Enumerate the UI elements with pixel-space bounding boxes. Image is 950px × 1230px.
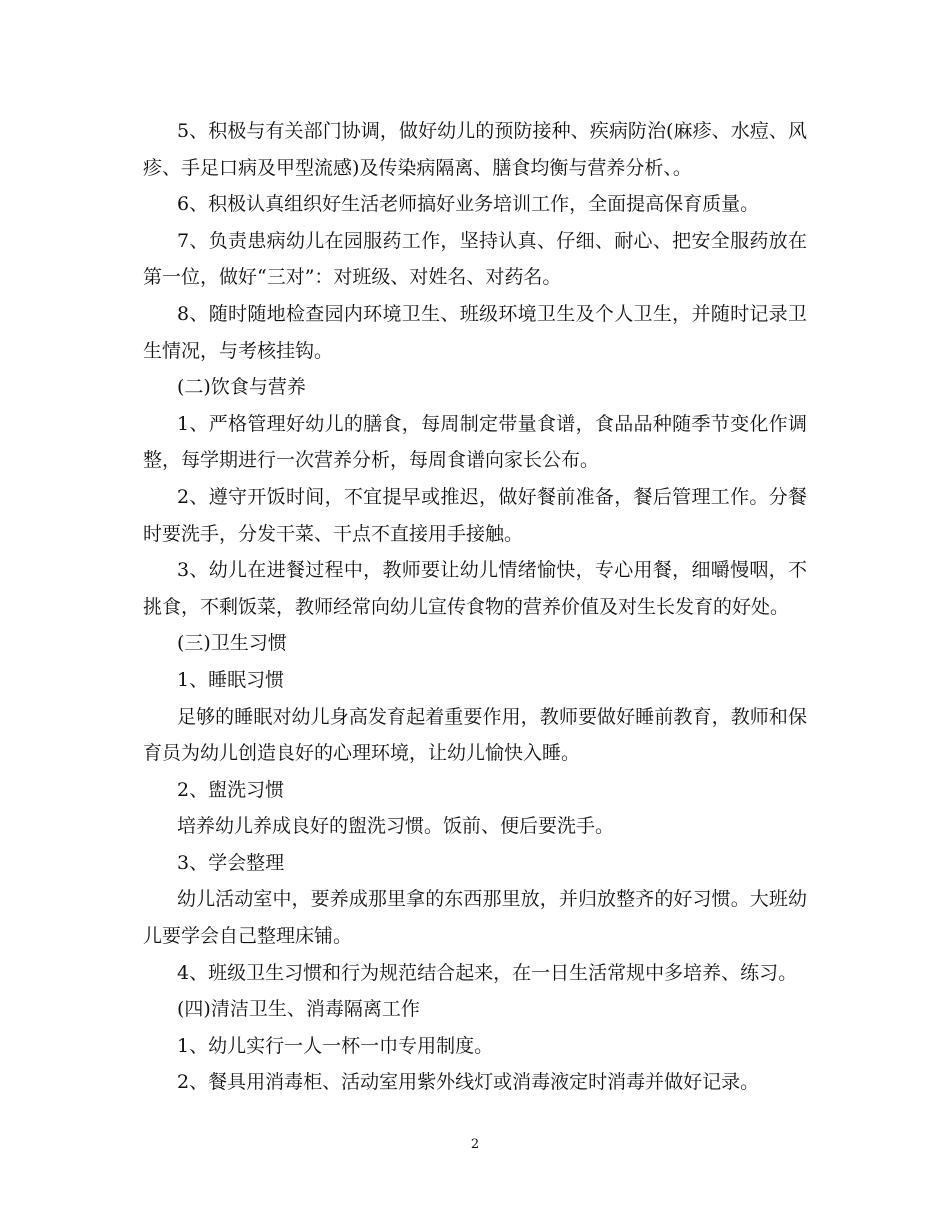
subsection-heading: 2、盥洗习惯: [177, 778, 285, 801]
paragraph: 1、严格管理好幼儿的膳食，每周制定带量食谱，食品品种随季节变化作调整，每学期进行一次营养分析，每周食谱向家长公布。: [143, 412, 807, 472]
paragraph: 足够的睡眠对幼儿身高发育起着重要作用，教师要做好睡前教育，教师和保育员为幼儿创造良好的心理环境，让幼儿愉快入睡。: [143, 705, 807, 765]
section-heading: (四)清洁卫生、消毒隔离工作: [177, 998, 420, 1021]
paragraph: 培养幼儿养成良好的盥洗习惯。饭前、便后要洗手。: [177, 815, 615, 838]
paragraph: 1、幼儿实行一人一杯一巾专用制度。: [177, 1034, 494, 1057]
paragraph: 3、幼儿在进餐过程中，教师要让幼儿情绪愉快，专心用餐，细嚼慢咽，不挑食，不剩饭菜，教师经常向幼儿宣传食物的营养价值及对生长发育的好处。: [143, 559, 807, 618]
page-number: 2: [470, 1137, 480, 1152]
section-heading: (三)卫生习惯: [177, 632, 287, 655]
paragraph: 2、餐具用消毒柜、活动室用紫外线灯或消毒液定时消毒并做好记录。: [177, 1071, 760, 1094]
subsection-heading: 3、学会整理: [177, 851, 285, 874]
section-heading: (二)饮食与营养: [177, 376, 306, 399]
paragraph: 4、班级卫生习惯和行为规范结合起来，在一日生活常规中多培养、练习。: [177, 961, 798, 984]
paragraph: 6、积极认真组织好生活老师搞好业务培训工作，全面提高保育质量。: [177, 193, 760, 216]
paragraph: 幼儿活动室中，要养成那里拿的东西那里放，并归放整齐的好习惯。大班幼儿要学会自己整理床铺。: [143, 888, 807, 948]
paragraph: 2、遵守开饭时间，不宜提早或推迟，做好餐前准备，餐后管理工作。分餐时要洗手，分发干菜、干点不直接用手接触。: [143, 485, 807, 545]
paragraph: 7、负责患病幼儿在园服药工作，坚持认真、仔细、耐心、把安全服药放在第一位，做好“三对”：对班级、对姓名、对药名。: [143, 229, 807, 289]
subsection-heading: 1、睡眠习惯: [177, 668, 285, 691]
document-body: [143, 113, 807, 1101]
paragraph: 8、随时随地检查园内环境卫生、班级环境卫生及个人卫生，并随时记录卫生情况，与考核挂钩。: [143, 302, 807, 362]
paragraph: 5、积极与有关部门协调，做好幼儿的预防接种、疾病防治(麻疹、水痘、风疹、手足口病及甲型流感)及传染病隔离、膳食均衡与营养分析、。: [143, 120, 807, 179]
